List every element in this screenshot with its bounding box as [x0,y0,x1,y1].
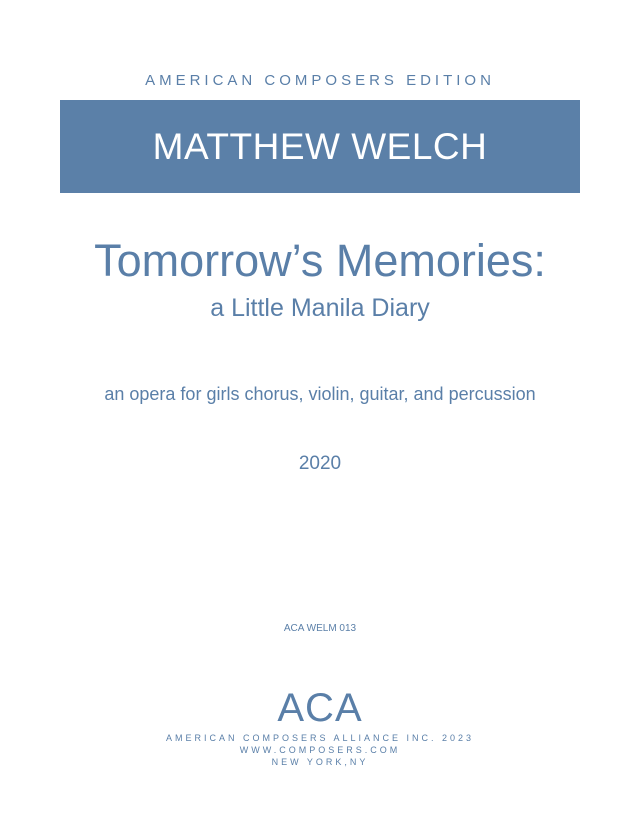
catalog-number: ACA WELM 013 [283,623,357,634]
work-subtitle: a Little Manila Diary [210,294,430,322]
composer-name: MATTHEW WELCH [152,125,488,167]
composer-banner [60,100,580,193]
composition-year: 2020 [298,453,342,474]
work-title: Tomorrow’s Memories: [94,235,546,286]
instrumentation: an opera for girls chorus, violin, guitar, and percussion [104,384,536,404]
series-name: AMERICAN COMPOSERS EDITION [145,72,495,89]
publisher-name: AMERICAN COMPOSERS ALLIANCE INC. 2023 [165,733,475,743]
publisher-website: WWW.COMPOSERS.COM [239,745,401,755]
publisher-logo: ACA [277,686,363,730]
publisher-city: NEW YORK,NY [271,757,369,767]
